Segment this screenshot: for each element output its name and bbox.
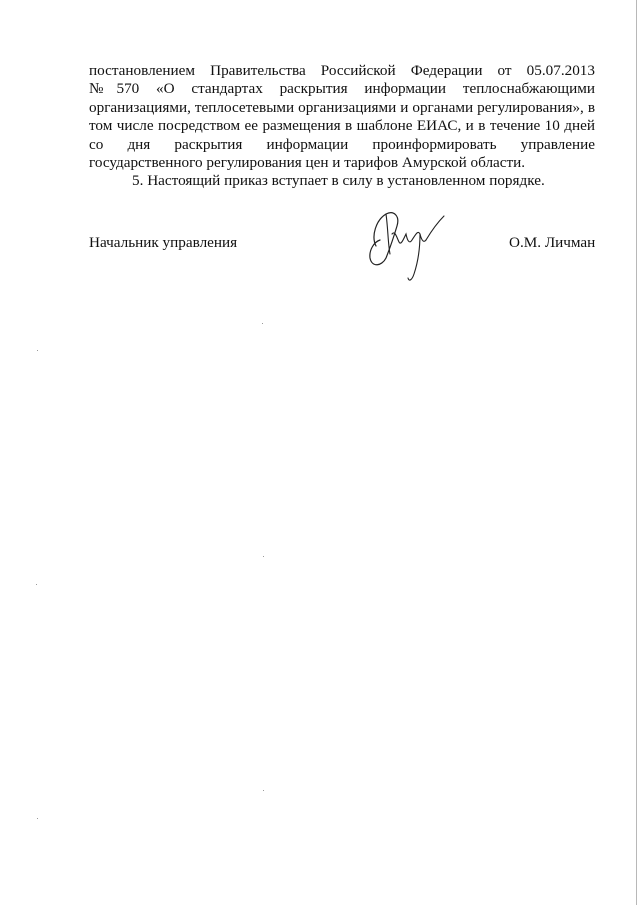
scan-speck xyxy=(263,790,264,791)
page-edge-divider xyxy=(636,0,637,905)
paragraph-line: том числе посредством ее размещения в шаблоне ЕИАС, и в течение 10 дней xyxy=(89,117,595,135)
paragraph-line: со дня раскрытия информации проинформировать управление xyxy=(89,135,595,153)
scan-speck xyxy=(263,556,264,557)
paragraph-line: организациями, теплосетевыми организациями и органами регулирования», в xyxy=(89,98,595,116)
closing-paragraph: 5. Настоящий приказ вступает в силу в установленном порядке. xyxy=(132,172,545,190)
scan-speck xyxy=(37,818,38,819)
handwritten-signature xyxy=(364,202,454,292)
paragraph-line: постановлением Правительства Российской Федерации от 05.07.2013 xyxy=(89,62,595,79)
paragraph-line: №570 «О стандартах раскрытия информации теплоснабжающими xyxy=(89,80,595,98)
signatory-position: Начальник управления xyxy=(89,234,238,251)
paragraph-line: государственного регулирования цен и тарифов Амурской области. xyxy=(89,154,526,172)
order-text xyxy=(89,62,595,191)
scan-speck xyxy=(37,350,38,351)
scan-speck xyxy=(262,323,263,324)
signatory-name: О.М. Личман xyxy=(509,234,596,251)
scan-speck xyxy=(36,584,37,585)
